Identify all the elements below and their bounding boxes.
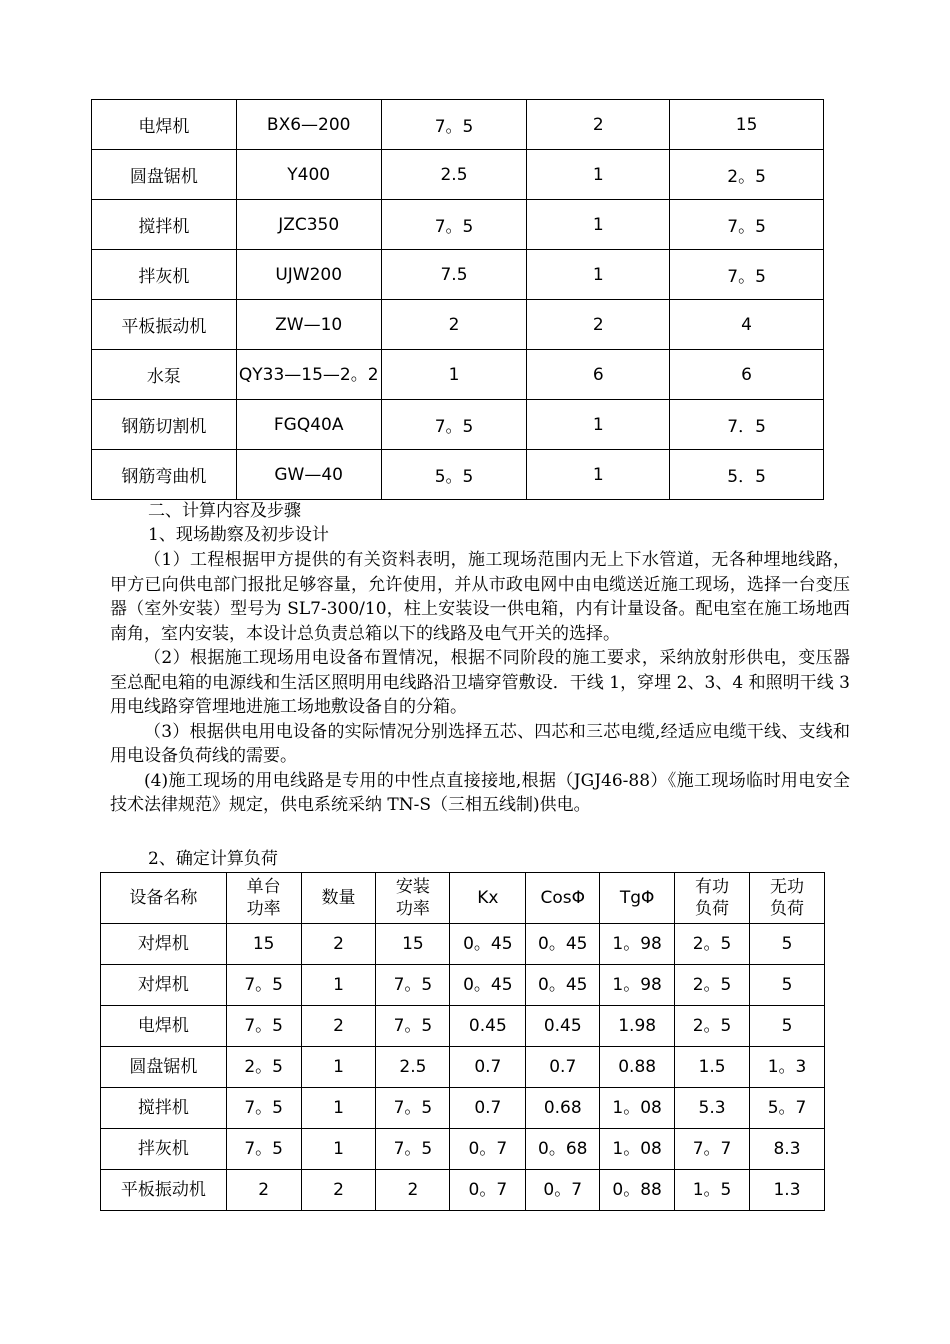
table-row [101,1006,825,1047]
table-cell: 2 [381,300,527,350]
header-cell: 数量 [301,873,376,924]
table-cell: 1 [301,1047,376,1088]
table-cell: 7．5 [670,400,824,450]
table-cell: 1 [381,350,527,400]
table-row [92,400,824,450]
table-cell: 平板振动机 [92,300,237,350]
table-cell: 1。08 [600,1129,675,1170]
table-cell: 15 [226,924,301,965]
table-cell: 1 [301,1088,376,1129]
paragraph: (4)施工现场的用电线路是专用的中性点直接接地,根据（JGJ46-88）《施工现场临时用电安全技术法律规范》规定，供电系统采纳 TN-S（三相五线制)供电。 [110,770,850,815]
header-cell: CosΦ [526,873,600,924]
table-row [101,965,825,1006]
table-row [92,350,824,400]
table-cell: 6 [670,350,824,400]
table-row [92,100,824,150]
table-cell: 1 [301,1129,376,1170]
table-row [101,1088,825,1129]
header-cell: 无功负荷 [750,873,825,924]
table-cell: 0.7 [450,1088,526,1129]
table-cell: GW—40 [236,450,381,500]
table-cell: 电焊机 [101,1006,227,1047]
table-cell: 1 [527,450,670,500]
table-cell: 0。45 [526,965,600,1006]
table-cell: 7。5 [376,1129,450,1170]
table-cell: 2。5 [675,1006,750,1047]
table-cell: 0.7 [450,1047,526,1088]
body-text [110,548,850,818]
table-cell: 7。5 [376,1006,450,1047]
table-cell: FGQ40A [236,400,381,450]
table-cell: 5．5 [670,450,824,500]
table-cell: 7。5 [670,200,824,250]
table-cell: BX6—200 [236,100,381,150]
table-cell: 0。68 [526,1129,600,1170]
table-cell: 7。5 [376,965,450,1006]
table-cell: 0.45 [526,1006,600,1047]
table-cell: 7。5 [381,400,527,450]
table-cell: 1。98 [600,924,675,965]
table-row [92,150,824,200]
table-cell: 7。5 [226,1006,301,1047]
table-cell: 1.5 [675,1047,750,1088]
table-cell: 2 [301,1006,376,1047]
table-cell: 钢筋切割机 [92,400,237,450]
table-cell: 搅拌机 [101,1088,227,1129]
header-cell: 安装功率 [376,873,450,924]
table-cell: 0。45 [450,924,526,965]
table-cell: UJW200 [236,250,381,300]
table-cell: 对焊机 [101,924,227,965]
table-cell: 7。5 [381,100,527,150]
table-cell: 平板振动机 [101,1170,227,1211]
table-cell: QY33—15—2。2 [236,350,381,400]
table-cell: 2 [301,1170,376,1211]
table-cell: 1 [527,150,670,200]
table-cell: 7。5 [670,250,824,300]
table-row [92,250,824,300]
table-cell: 6 [527,350,670,400]
table-cell: 钢筋弯曲机 [92,450,237,500]
table-row [92,200,824,250]
table-cell: 电焊机 [92,100,237,150]
table-cell: 0。45 [450,965,526,1006]
equipment-table-top [91,99,824,500]
paragraph: （3）根据供电用电设备的实际情况分别选择五芯、四芯和三芯电缆,经适应电缆干线、支线和用电设备负荷线的需要。 [110,721,850,766]
table-cell: 7。5 [226,1088,301,1129]
table-cell: 2。5 [675,924,750,965]
table-cell: 圆盘锯机 [92,150,237,200]
table-cell: 7。5 [226,1129,301,1170]
table-cell: 搅拌机 [92,200,237,250]
header-cell: 单台功率 [226,873,301,924]
table-row [101,1129,825,1170]
table-cell: 15 [670,100,824,150]
table-cell: 1。08 [600,1088,675,1129]
table-cell: 0。7 [450,1170,526,1211]
table-cell: 1.3 [750,1170,825,1211]
load-calculation-table [100,872,825,1211]
section-heading: 二、计算内容及步骤 [148,501,301,521]
table-cell: 5.3 [675,1088,750,1129]
table-cell: 0.45 [450,1006,526,1047]
table-cell: 5 [750,1006,825,1047]
table-row [101,924,825,965]
table-cell: 2。5 [670,150,824,200]
header-cell: TgΦ [600,873,675,924]
table-cell: 2 [226,1170,301,1211]
table-cell: 1。3 [750,1047,825,1088]
table-cell: Y400 [236,150,381,200]
table-cell: 2 [376,1170,450,1211]
table-cell: 对焊机 [101,965,227,1006]
table-cell: 15 [376,924,450,965]
table-cell: 7。5 [226,965,301,1006]
table-cell: 1。98 [600,965,675,1006]
subsection-heading: 2、确定计算负荷 [148,849,278,869]
table-cell: 1 [301,965,376,1006]
subsection-heading: 1、现场勘察及初步设计 [148,525,329,545]
table-cell: 1.98 [600,1006,675,1047]
paragraph: （2）根据施工现场用电设备布置情况，根据不同阶段的施工要求，采纳放射形供电，变压器至总配电箱的电源线和生活区照明用电线路沿卫墙穿管敷设．干线 1，穿埋 2、3、4 和照明干线 3 用电线路穿管埋地进施工场地敷设备自的分箱。 [110,648,850,717]
table-cell: 1。5 [675,1170,750,1211]
table-cell: 1 [527,400,670,450]
table-cell: 7。7 [675,1129,750,1170]
table-cell: 拌灰机 [101,1129,227,1170]
table-cell: 8.3 [750,1129,825,1170]
table-cell: ZW—10 [236,300,381,350]
table-cell: 5。7 [750,1088,825,1129]
table-cell: 水泵 [92,350,237,400]
table-cell: 7。5 [381,200,527,250]
table-cell: 2.5 [381,150,527,200]
table-row [101,1170,825,1211]
table-cell: 1 [527,250,670,300]
table-cell: 7。5 [376,1088,450,1129]
table-cell: 2。5 [226,1047,301,1088]
table-cell: 0。7 [450,1129,526,1170]
table-header-row [101,873,825,924]
table-cell: 7.5 [381,250,527,300]
table-cell: 5 [750,965,825,1006]
table-cell: 5 [750,924,825,965]
header-cell: Kx [450,873,526,924]
table-cell: 0。7 [526,1170,600,1211]
table-cell: 0.88 [600,1047,675,1088]
table-row [92,450,824,500]
table-row [101,1047,825,1088]
table-cell: 2 [301,924,376,965]
table-cell: 2 [527,300,670,350]
table-cell: 0。88 [600,1170,675,1211]
paragraph: （1）工程根据甲方提供的有关资料表明，施工现场范围内无上下水管道，无各种埋地线路，甲方已向供电部门报批足够容量，允许使用，并从市政电网中由电缆送近施工现场，选择一台变压器（室外安装）型号为 SL7-300/10，柱上安装设一供电箱，内有计量设备。配电室在施工场地西南角，室内安装，本设计总负责总箱以下的线路及电气开关的选择。 [110,550,850,644]
table-cell: 0.68 [526,1088,600,1129]
table-row [92,300,824,350]
table-cell: 0。45 [526,924,600,965]
table-cell: 4 [670,300,824,350]
table-cell: 1 [527,200,670,250]
table-cell: 2.5 [376,1047,450,1088]
table-cell: 5。5 [381,450,527,500]
table-cell: 2 [527,100,670,150]
table-cell: JZC350 [236,200,381,250]
table-cell: 0.7 [526,1047,600,1088]
table-cell: 拌灰机 [92,250,237,300]
header-cell: 有功负荷 [675,873,750,924]
header-cell: 设备名称 [101,873,227,924]
table-cell: 圆盘锯机 [101,1047,227,1088]
table-cell: 2。5 [675,965,750,1006]
